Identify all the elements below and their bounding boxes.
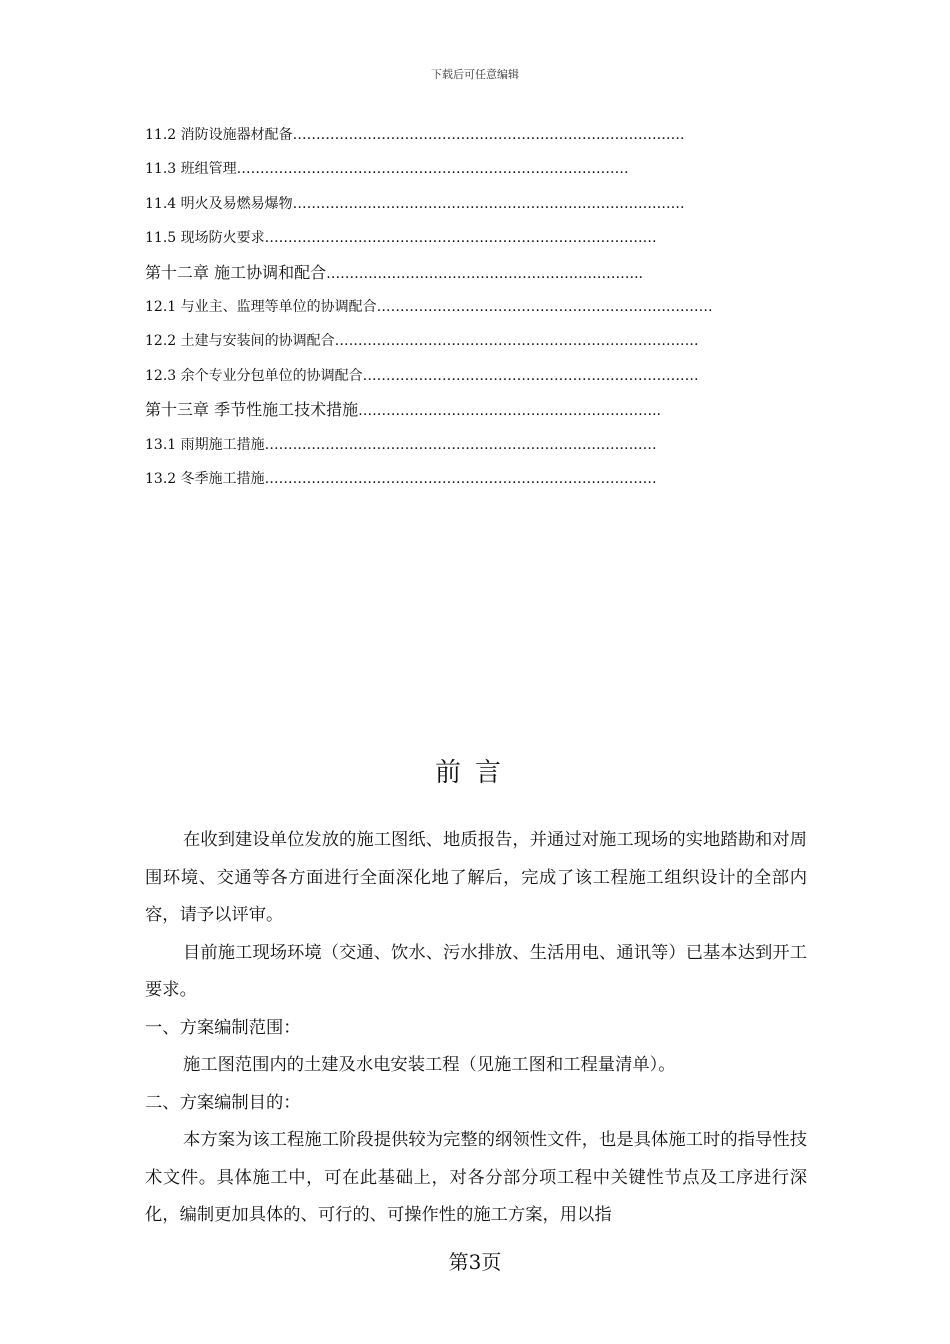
- toc-leader-dots: …………………………………………………………………………: [236, 161, 629, 178]
- toc-leader-dots: ……………………………………………………………………: [334, 333, 699, 350]
- preface-subheading: 一、方案编制范围：: [145, 1017, 301, 1038]
- toc-entry[interactable]: [145, 225, 805, 259]
- toc-leader-dots: …………………………………………………………..: [326, 265, 643, 282]
- preface-title: 前言: [434, 758, 515, 788]
- page-number: 第3页: [448, 1250, 502, 1274]
- toc-leader-dots: …………………………………………………………………………: [292, 127, 685, 143]
- toc-entry-title: 13.1 雨期施工措施: [145, 436, 265, 453]
- toc-leader-dots: …………………………………………………………………………: [292, 195, 685, 212]
- toc-chapter-title: 第十二章 施工协调和配合: [145, 262, 327, 282]
- preface-body: [145, 822, 807, 1235]
- toc-chapter-entry[interactable]: [145, 397, 805, 431]
- toc-entry-title: 11.3 班组管理: [145, 161, 237, 178]
- toc-entry-title: 11.4 明火及易燃易爆物: [145, 195, 293, 212]
- preface-paragraph: 在收到建设单位发放的施工图纸、地质报告，并通过对施工现场的实地踏勘和对周围环境、交通等各方面进行全面深化地了解后，完成了该工程施工组织设计的全部内容，请予以评审。: [145, 830, 807, 925]
- toc-entry[interactable]: [145, 466, 805, 500]
- preface-paragraph: 本方案为该工程施工阶段提供较为完整的纲领性文件，也是具体施工时的指导性技术文件。具体施工中，可在此基础上，对各分部分项工程中关键性节点及工序进行深化，编制更加具体的、可行的、可操作性的施工方案，用以指: [145, 1130, 807, 1225]
- toc-leader-dots: ………………………………………………………………: [362, 367, 699, 384]
- toc-chapter-title: 第十三章 季节性施工技术措施: [145, 400, 359, 420]
- toc-entry-title: 12.3 余个专业分包单位的协调配合: [145, 367, 363, 384]
- toc-entry-title: 13.2 冬季施工措施: [145, 470, 265, 487]
- toc-leader-dots: ………………………………………………………………: [376, 298, 713, 315]
- toc-entry-title: 11.2 消防设施器材配备: [145, 127, 293, 143]
- toc-entry[interactable]: [145, 156, 805, 190]
- toc-chapter-entry[interactable]: [145, 260, 805, 294]
- page-header-note: 下载后可任意编辑: [431, 68, 519, 81]
- preface-subheading: 二、方案编制目的：: [145, 1092, 301, 1113]
- preface-paragraph: 目前施工现场环境（交通、饮水、污水排放、生活用电、通讯等）已基本达到开工要求。: [145, 942, 807, 1000]
- toc-entry-title: 12.1 与业主、监理等单位的协调配合: [145, 298, 377, 315]
- preface-paragraph: 施工图范围内的土建及水电安装工程（见施工图和工程量清单）。: [183, 1055, 676, 1075]
- toc-leader-dots: …………………………………………………………………………: [264, 436, 657, 453]
- toc-entry[interactable]: [145, 363, 805, 397]
- toc-entry[interactable]: [145, 294, 805, 328]
- toc-entry-title: 12.2 土建与安装间的协调配合: [145, 333, 335, 350]
- toc-entry[interactable]: [145, 432, 805, 466]
- toc-entry[interactable]: [145, 328, 805, 362]
- toc-entry-title: 11.5 现场防火要求: [145, 230, 265, 247]
- table-of-contents: [145, 122, 805, 500]
- toc-entry[interactable]: [145, 122, 805, 156]
- toc-leader-dots: …………………………………………………………………………: [264, 470, 657, 487]
- toc-leader-dots: …………………………………………………………………………: [264, 230, 657, 247]
- toc-leader-dots: ………………………………………………………..: [358, 403, 661, 420]
- toc-entry[interactable]: [145, 191, 805, 225]
